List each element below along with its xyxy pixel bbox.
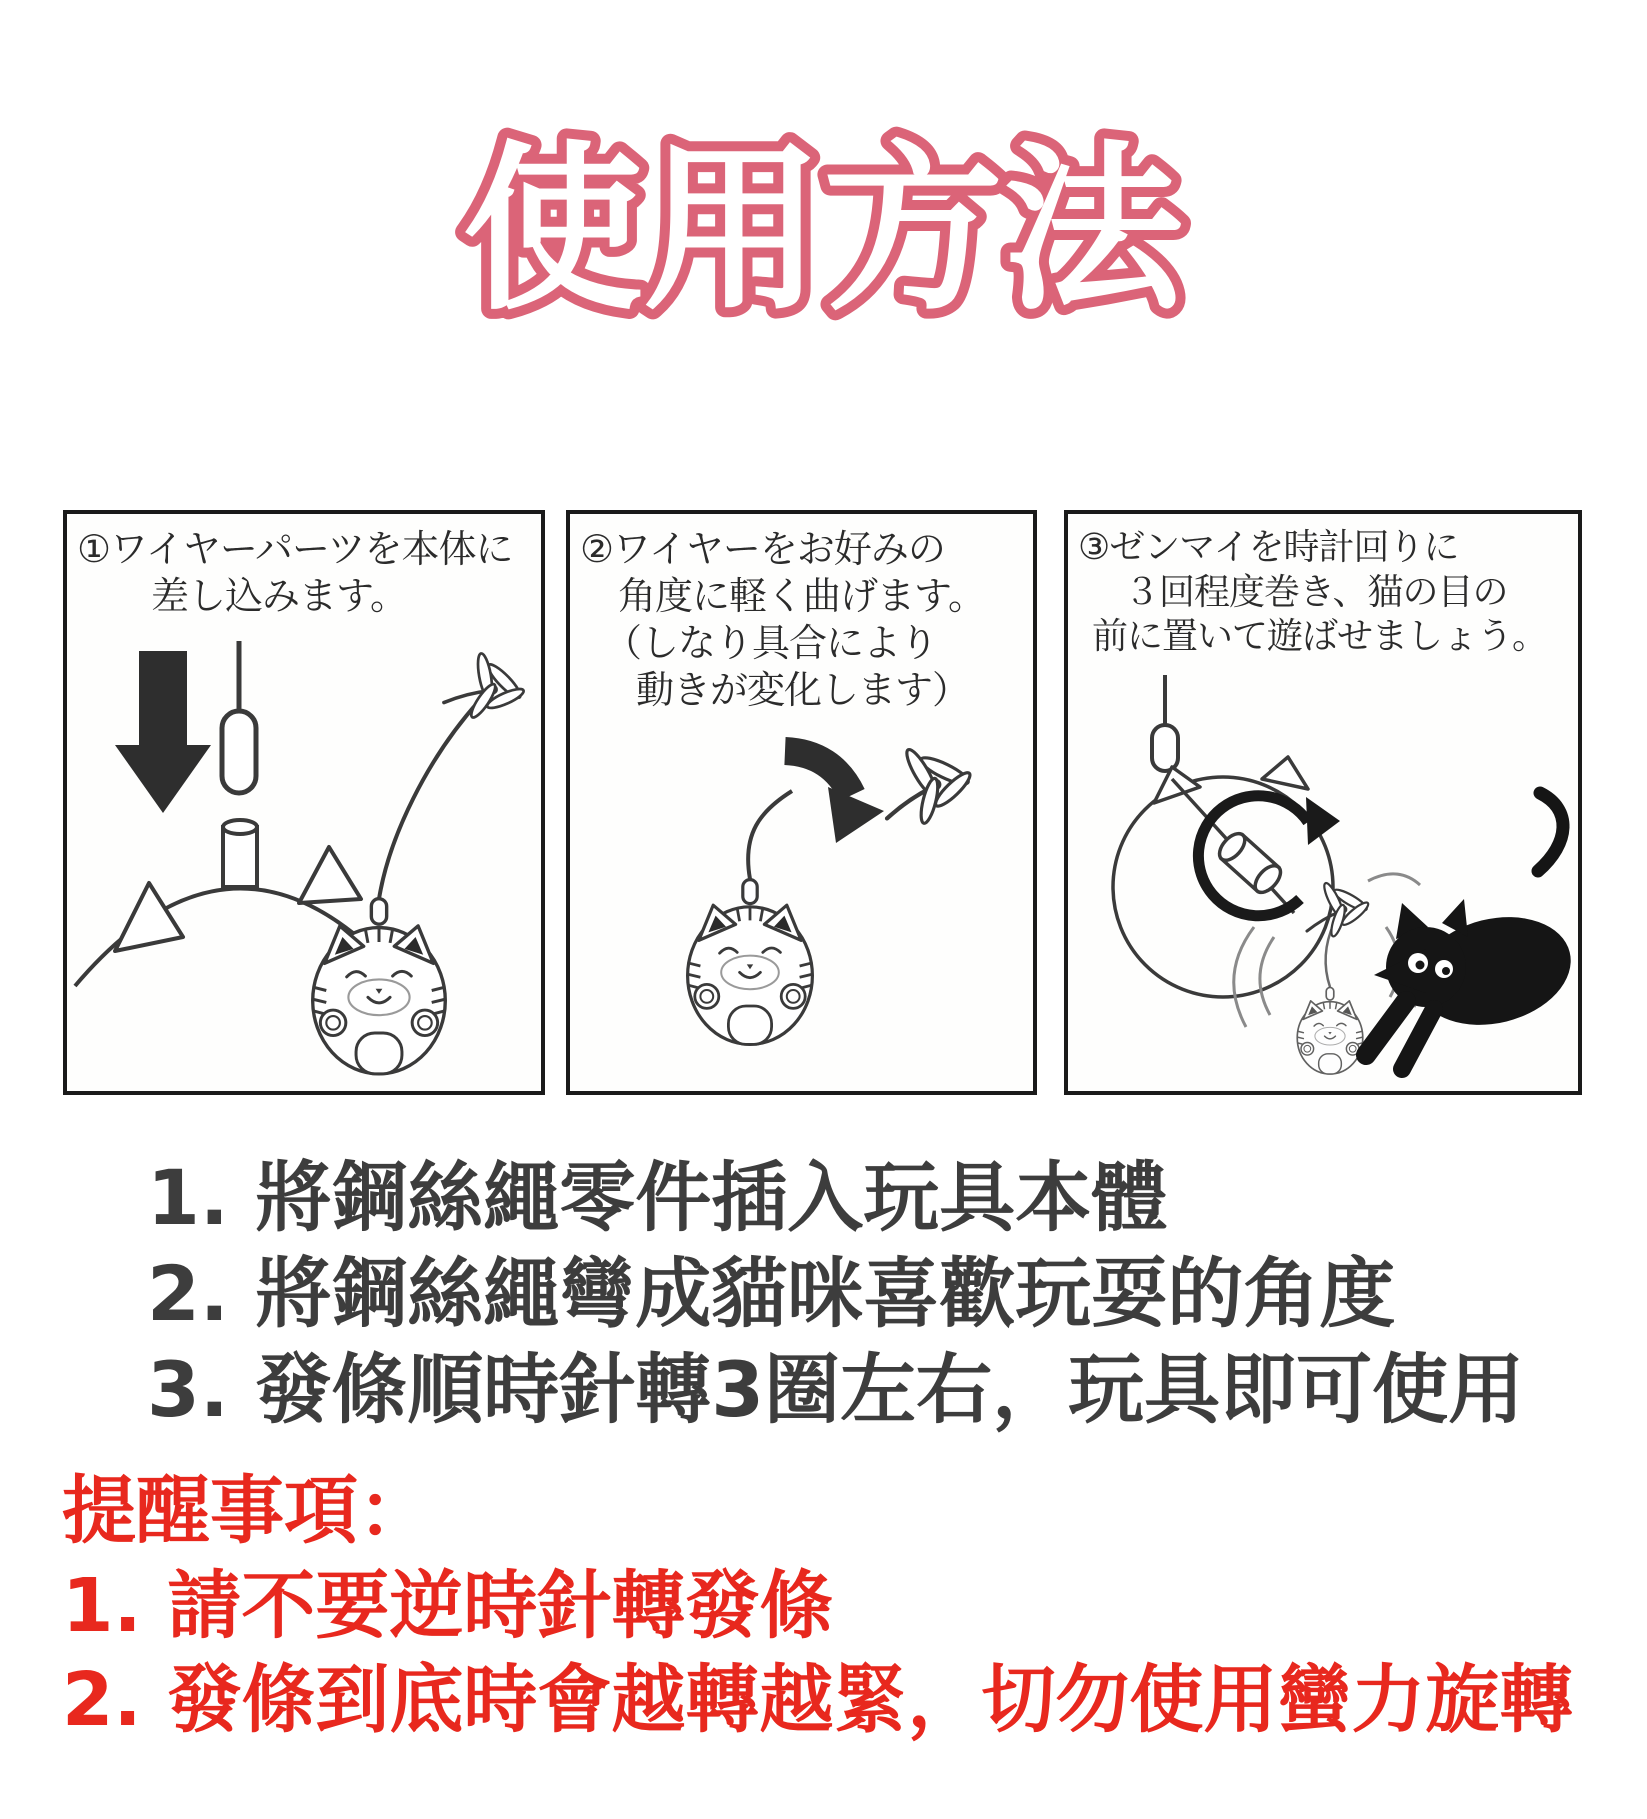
body-socket-peg	[223, 820, 257, 887]
step1-caption-line1: ①ワイヤーパーツを本体に	[77, 527, 513, 571]
cat-toy-figure	[687, 880, 813, 1045]
down-arrow-icon	[115, 651, 211, 813]
step1-caption	[67, 514, 541, 620]
chinese-steps-list	[147, 1150, 1524, 1437]
step3-caption	[1068, 514, 1578, 660]
chinese-step-2: 2. 將鋼絲繩彎成貓咪喜歡玩耍的角度	[147, 1248, 1396, 1338]
notice-item-1: 1. 請不要逆時針轉發條	[62, 1562, 834, 1649]
step2-caption-line3: （しなり具合により	[604, 621, 938, 666]
dragonfly-icon	[442, 647, 531, 726]
wire-curve	[748, 791, 792, 879]
notice-section	[62, 1464, 1573, 1748]
black-cat-figure	[1366, 793, 1578, 1069]
notice-heading: 提醒事項：	[62, 1468, 432, 1554]
page-title: 使用方法	[462, 126, 1184, 335]
step2-caption	[570, 514, 1033, 714]
step3-caption-line2: ３回程度巻き、猫の目の	[1124, 571, 1508, 613]
cat-toy-figure	[312, 899, 446, 1074]
step-panel-1	[63, 510, 545, 1095]
wire-curve	[379, 701, 479, 899]
step1-caption-line2: 差し込みます。	[151, 574, 407, 619]
step3-caption-line1: ③ゼンマイを時計回りに	[1078, 527, 1459, 568]
chinese-step-1: 1. 將鋼絲繩零件插入玩具本體	[147, 1153, 1168, 1242]
page-title-art	[0, 60, 1647, 360]
winding-key	[1215, 829, 1285, 897]
step-panel-3	[1064, 510, 1582, 1095]
dragonfly-icon	[1301, 876, 1375, 942]
step2-caption-line2: 角度に軽く曲げます。	[618, 574, 985, 619]
step2-caption-line1: ②ワイヤーをお好みの	[580, 527, 945, 571]
small-cat-toy-figure	[1297, 987, 1363, 1074]
step2-illustration-bend-wire	[570, 729, 1033, 1089]
notice-item-2: 2. 發條到底時會越轉越緊，切勿使用蠻力旋轉	[62, 1657, 1574, 1744]
chinese-step-3: 3. 發條順時針轉3圈左右，玩具即可使用	[147, 1344, 1525, 1434]
toy-body-outline	[1113, 675, 1333, 997]
wire-part	[222, 641, 256, 793]
bend-arrow-icon	[785, 751, 884, 843]
step3-caption-line3: 前に置いて遊ばせましょう。	[1092, 616, 1548, 658]
step2-caption-line4: 動きが変化します）	[636, 668, 970, 713]
step1-illustration-insert-wire	[67, 641, 541, 1089]
step-panel-2	[566, 510, 1037, 1095]
dragonfly-icon	[874, 736, 982, 834]
step3-illustration-wind-spring	[1068, 675, 1578, 1089]
